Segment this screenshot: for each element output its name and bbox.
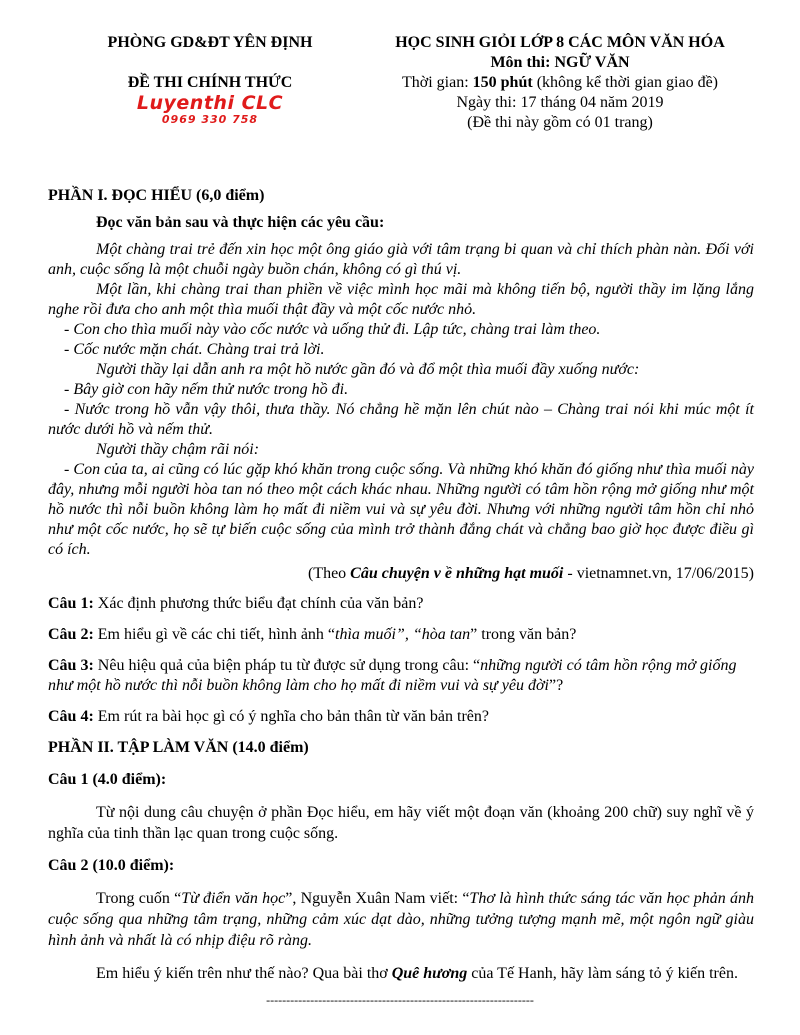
exam-title: HỌC SINH GIỎI LỚP 8 CÁC MÔN VĂN HÓA <box>395 34 725 51</box>
department-name: PHÒNG GD&ĐT YÊN ĐỊNH <box>107 34 313 51</box>
story-paragraph: Một lần, khi chàng trai than phiền về việc mình học mãi mà không tiến bộ, người thầy im lặng lắng nghe rồi đưa cho anh một thìa muối thật đầy và một cốc nước nhỏ. <box>48 280 754 318</box>
part2-title: PHẦN II. TẬP LÀM VĂN (14.0 điểm) <box>48 739 309 757</box>
part1-title: PHẦN I. ĐỌC HIỂU (6,0 điểm) <box>48 187 265 204</box>
story-paragraph: - Con cho thìa muối này vào cốc nước và uống thử đi. Lập tức, chàng trai làm theo. <box>64 320 601 338</box>
essay-2-task: Em hiểu ý kiến trên như thế nào? Qua bài thơ Quê hương của Tế Hanh, hãy làm sáng tỏ ý kiến trên. <box>96 964 738 982</box>
story-text <box>48 240 754 560</box>
essay-2-quote: Trong cuốn “Từ điển văn học”, Nguyễn Xuân Nam viết: “Thơ là hình thức sáng tác văn học phản ánh cuộc sống qua những tâm trạng, những cảm xúc dạt dào, những tưởng tượng mạnh mẽ, một ngôn ngữ giàu hình ảnh và nhất là có nhịp điệu rõ ràng. <box>48 889 755 949</box>
question-1: Câu 1: Xác định phương thức biểu đạt chính của văn bản? <box>48 595 424 613</box>
essay-1-title: Câu 1 (4.0 điểm): <box>48 771 167 789</box>
exam-body <box>48 186 754 996</box>
story-paragraph: - Nước trong hồ vẫn vậy thôi, thưa thầy. Nó chẳng hề mặn lên chút nào – Chàng trai nói khi múc một ít nước dưới hồ và nếm thử. <box>48 400 754 438</box>
essay-1-prompt: Từ nội dung câu chuyện ở phần Đọc hiểu, em hãy viết một đoạn văn (khoảng 200 chữ) suy nghĩ về ý nghĩa của tinh thần lạc quan trong cuộc sống. <box>48 803 754 842</box>
question-4: Câu 4: Em rút ra bài học gì có ý nghĩa cho bản thân từ văn bản trên? <box>48 708 489 726</box>
story-source: (Theo Câu chuyện v ề những hạt muối - vietnamnet.vn, 17/06/2015) <box>307 564 754 582</box>
question-2: Câu 2: Em hiểu gì về các chi tiết, hình ảnh “thìa muối”, “hòa tan” trong văn bản? <box>48 626 577 644</box>
part1-instruction: Đọc văn bản sau và thực hiện các yêu cầu: <box>96 213 385 231</box>
stamp-phone: 0969 330 758 <box>161 112 259 126</box>
header-left <box>90 33 330 125</box>
story-paragraph: Người thầy chậm rãi nói: <box>96 440 260 458</box>
exam-date: Ngày thi: 17 tháng 04 năm 2019 <box>456 94 664 111</box>
time-line: Thời gian: 150 phút (không kể thời gian giao đề) <box>401 74 718 91</box>
footer-divider: ------------------------------------------------------------------- <box>266 993 534 1007</box>
stamp-logo <box>90 91 330 126</box>
story-paragraph: Người thầy lại dẫn anh ra một hồ nước gần đó và đổ một thìa muối đầy xuống nước: <box>96 360 640 378</box>
story-paragraph: - Bây giờ con hãy nếm thử nước trong hồ đi. <box>64 380 349 398</box>
question-3: Câu 3: Nêu hiệu quả của biện pháp tu từ được sử dụng trong câu: “những người có tâm hồn rộng mở giống như một hồ nước thì nỗi buồn không làm cho họ mất đi niềm vui và sự yêu đời”? <box>48 657 737 695</box>
official-label: ĐỀ THI CHÍNH THỨC <box>127 73 293 91</box>
subject-line: Môn thi: NGỮ VĂN <box>490 54 630 71</box>
essay-2-title: Câu 2 (10.0 điểm): <box>48 856 175 874</box>
page-count: (Đề thi này gồm có 01 trang) <box>467 114 653 131</box>
story-paragraph: Một chàng trai trẻ đến xin học một ông giáo già với tâm trạng bi quan và chỉ thích phàn nàn. Đối với anh, cuộc sống là một chuỗi ngày buồn chán, không có gì thú vị. <box>48 240 754 278</box>
header-right <box>360 33 760 133</box>
stamp-brand: Luyenthi CLC <box>136 91 284 114</box>
story-paragraph: - Con của ta, ai cũng có lúc gặp khó khăn trong cuộc sống. Và những khó khăn đó giống như thìa muối này đây, nhưng mỗi người hòa tan nó theo một cách khác nhau. Những người có tâm hồn rộng mở giống như một hồ nước thì nỗi buồn không làm họ mất đi niềm vui và sự yêu đời. Nhưng với những người tâm hồn chỉ nhỏ như một cốc nước, họ sẽ tự biến cuộc sống của mình trở thành đắng chát và chẳng bao giờ học được điều gì có ích. <box>48 460 754 558</box>
story-paragraph: - Cốc nước mặn chát. Chàng trai trả lời. <box>64 340 325 358</box>
